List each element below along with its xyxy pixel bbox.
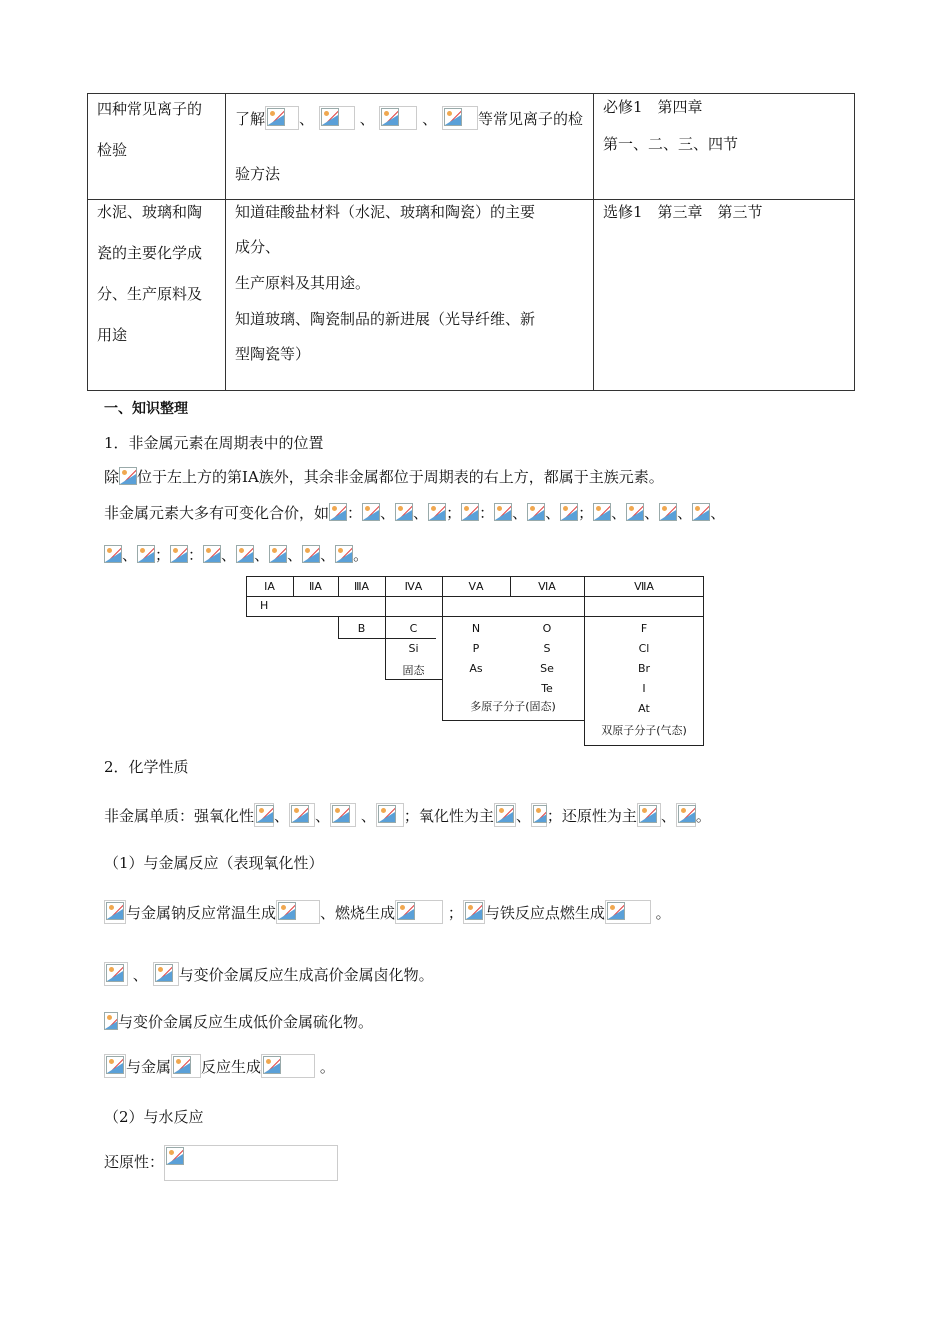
text: 与变价金属反应生成低价金属硫化物。 — [118, 1013, 374, 1031]
pt-element: I — [642, 682, 646, 695]
pt-element: Te — [541, 682, 553, 695]
pt-line — [338, 638, 436, 639]
pt-header: ⅡA — [309, 580, 322, 593]
separator: 、 — [422, 110, 438, 128]
paragraph-sulfur — [104, 1011, 373, 1032]
pt-line — [703, 576, 704, 746]
pt-element: N — [471, 622, 481, 635]
topic-line: 用途 — [97, 326, 128, 344]
text: 与变价金属反应生成高价金属卤化物。 — [178, 966, 434, 984]
broken-image-icon — [155, 964, 173, 982]
image-box — [254, 803, 274, 827]
pt-line — [385, 679, 443, 680]
text: 与金属 — [126, 1058, 172, 1076]
image-box — [171, 1054, 201, 1078]
image-box — [104, 962, 128, 986]
pt-header: ⅢA — [353, 580, 370, 593]
punct: 、 — [515, 807, 531, 825]
text: 非金属单质：强氧化性 — [104, 807, 255, 825]
section-title: 一、知识整理 — [104, 401, 188, 417]
table-cell-reference — [603, 100, 738, 152]
punct: 、 — [122, 546, 138, 564]
broken-image-icon — [465, 902, 483, 920]
punct: 、 — [132, 966, 148, 984]
punct: ； — [578, 504, 594, 522]
pt-element: B — [357, 622, 366, 635]
pt-line — [442, 720, 585, 721]
pt-header: ⅤA — [468, 580, 484, 593]
pt-element: H — [260, 599, 269, 612]
subsection-1: （1）与金属反应（表现氧化性） — [104, 854, 324, 872]
pt-line — [584, 576, 585, 746]
punct: ； — [155, 546, 171, 564]
topic-line: 四种常见离子的 — [97, 100, 203, 118]
broken-image-icon — [278, 902, 296, 920]
answer-box — [395, 900, 443, 924]
punct: 、 — [380, 504, 396, 522]
pt-header: ⅠA — [264, 580, 275, 593]
image-box — [637, 803, 661, 827]
punct: 。 — [695, 807, 711, 825]
broken-image-icon — [291, 805, 309, 823]
ref-line: 第一、二、三、四节 — [603, 135, 739, 153]
text: ；氧化性为主 — [403, 807, 494, 825]
broken-image-icon — [444, 108, 462, 126]
pt-header: ⅣA — [404, 580, 423, 593]
pt-element: F — [640, 622, 648, 635]
text: 非金属元素大多有可变化合价，如 — [104, 504, 330, 522]
broken-image-icon — [170, 545, 188, 563]
broken-image-icon — [267, 108, 285, 126]
broken-image-icon — [678, 805, 696, 823]
broken-image-icon — [236, 545, 254, 563]
req-line: 知道玻璃、陶瓷制品的新进展（光导纤维、新 — [235, 310, 536, 328]
paragraph-valence — [104, 502, 725, 523]
broken-image-icon — [639, 805, 657, 823]
broken-image-icon — [496, 805, 514, 823]
punct: ： — [347, 504, 363, 522]
pt-element: C — [409, 622, 418, 635]
punct: 、 — [512, 504, 528, 522]
punct: 、 — [221, 546, 237, 564]
punct: ； — [447, 904, 463, 922]
broken-image-icon — [362, 503, 380, 521]
punct: ； — [446, 504, 462, 522]
broken-image-icon — [329, 503, 347, 521]
answer-box — [276, 900, 320, 924]
punct: 、 — [287, 546, 303, 564]
image-box — [494, 803, 516, 827]
broken-image-icon — [527, 503, 545, 521]
punct: 。 — [319, 1058, 335, 1076]
table-divider — [88, 199, 854, 200]
separator: 、 — [359, 110, 375, 128]
subsection-heading: 2．化学性质 — [104, 758, 189, 776]
req-text: 了解 — [235, 110, 266, 128]
table-divider — [593, 94, 594, 390]
broken-image-icon — [137, 545, 155, 563]
image-box — [104, 900, 126, 924]
broken-image-icon — [335, 545, 353, 563]
text: 与金属钠反应常温生成 — [126, 904, 277, 922]
punct: 。 — [353, 546, 369, 564]
punct: 、 — [274, 807, 290, 825]
table-cell-topic — [97, 102, 202, 158]
ion-image-box — [265, 106, 299, 130]
punct: 、 — [660, 807, 676, 825]
pt-element: O — [542, 622, 552, 635]
text: 反应生成 — [201, 1058, 262, 1076]
paragraph-metal — [104, 1054, 335, 1078]
broken-image-icon — [428, 503, 446, 521]
broken-image-icon — [461, 503, 479, 521]
image-box — [676, 803, 696, 827]
broken-image-icon — [560, 503, 578, 521]
separator: 、 — [299, 110, 315, 128]
broken-image-icon — [302, 545, 320, 563]
broken-image-icon — [533, 805, 547, 823]
broken-image-icon — [607, 902, 625, 920]
broken-image-icon — [104, 545, 122, 563]
pt-element: P — [472, 642, 480, 655]
broken-image-icon — [104, 1012, 118, 1030]
punct: 、 — [644, 504, 660, 522]
broken-image-icon — [106, 1056, 124, 1074]
pt-element: Se — [540, 662, 554, 675]
broken-image-icon — [203, 545, 221, 563]
table-cell-requirement — [235, 205, 535, 362]
req-text: 等常见离子的检 — [477, 110, 583, 128]
topic-line: 水泥、玻璃和陶 — [97, 203, 203, 221]
image-box — [289, 803, 315, 827]
req-line: 生产原料及其用途。 — [235, 274, 371, 292]
paragraph-reducing — [104, 1145, 338, 1181]
broken-image-icon — [397, 902, 415, 920]
pt-note: 固态 — [402, 664, 425, 677]
broken-image-icon — [106, 964, 124, 982]
pt-element: Cl — [638, 642, 650, 655]
paragraph-valence-cont — [104, 544, 368, 565]
paragraph-halogen — [104, 962, 434, 986]
req-line: 型陶瓷等） — [235, 345, 311, 363]
req-line: 知道硅酸盐材料（水泥、玻璃和陶瓷）的主要 — [235, 203, 536, 221]
ion-image-box — [379, 106, 417, 130]
broken-image-icon — [381, 108, 399, 126]
image-box — [330, 803, 356, 827]
punct: 、 — [320, 546, 336, 564]
pt-line — [584, 745, 704, 746]
paragraph-sodium-iron — [104, 900, 671, 924]
broken-image-icon — [269, 545, 287, 563]
pt-element: Si — [408, 642, 419, 655]
pt-line — [246, 616, 704, 617]
punct: 、 — [254, 546, 270, 564]
punct: 。 — [655, 904, 671, 922]
ion-image-box — [442, 106, 478, 130]
pt-note: 双原子分子(气态) — [601, 724, 687, 737]
pt-header: ⅥA — [538, 580, 556, 593]
text: 、燃烧生成 — [320, 904, 396, 922]
text: 与铁反应点燃生成 — [484, 904, 605, 922]
table-cell-requirement — [235, 106, 583, 130]
broken-image-icon — [173, 1056, 191, 1074]
text: 位于左上方的第ⅠA族外，其余非金属都位于周期表的右上方，都属于主族元素。 — [137, 468, 664, 486]
image-box — [376, 803, 404, 827]
subsection-heading: 1．非金属元素在周期表中的位置 — [104, 434, 324, 452]
req-line: 成分、 — [235, 238, 281, 256]
pt-line — [246, 576, 704, 577]
image-box — [531, 803, 547, 827]
broken-image-icon — [659, 503, 677, 521]
broken-image-icon — [256, 805, 274, 823]
image-box — [153, 962, 179, 986]
punct: ： — [188, 546, 204, 564]
ion-image-box — [319, 106, 355, 130]
broken-image-icon — [626, 503, 644, 521]
broken-image-icon — [378, 805, 396, 823]
pt-element: As — [469, 662, 483, 675]
answer-box — [261, 1054, 315, 1078]
broken-image-icon — [119, 467, 137, 485]
ref-line: 选修1 第三章 第三节 — [603, 203, 763, 221]
ref-line: 必修1 第四章 — [603, 98, 703, 116]
image-box — [463, 900, 485, 924]
broken-image-icon — [692, 503, 710, 521]
broken-image-icon — [321, 108, 339, 126]
table-cell-topic — [97, 205, 202, 343]
broken-image-icon — [166, 1147, 184, 1165]
req-text: 验方法 — [235, 165, 281, 183]
broken-image-icon — [395, 503, 413, 521]
pt-note: 多原子分子(固态) — [470, 700, 556, 713]
pt-element: At — [638, 702, 650, 715]
pt-line — [246, 596, 704, 597]
text: 还原性： — [104, 1153, 165, 1171]
broken-image-icon — [593, 503, 611, 521]
answer-box — [605, 900, 651, 924]
periodic-table-figure — [246, 576, 704, 746]
text: ；还原性为主 — [546, 807, 637, 825]
punct: 、 — [710, 504, 726, 522]
topic-line: 瓷的主要化学成 — [97, 244, 203, 262]
image-box — [104, 1054, 126, 1078]
pt-element: S — [543, 642, 551, 655]
broken-image-icon — [106, 902, 124, 920]
punct: 、 — [545, 504, 561, 522]
punct: 、 — [611, 504, 627, 522]
punct: 、 — [360, 807, 376, 825]
paragraph-properties — [104, 803, 711, 827]
answer-box — [164, 1145, 338, 1181]
punct: 、 — [677, 504, 693, 522]
table-divider — [225, 94, 226, 390]
broken-image-icon — [494, 503, 512, 521]
topic-line: 检验 — [97, 141, 128, 159]
text: 除 — [104, 468, 120, 486]
course-requirements-table — [87, 93, 855, 391]
broken-image-icon — [332, 805, 350, 823]
pt-header: ⅦA — [634, 580, 654, 593]
pt-element: Br — [637, 662, 651, 675]
topic-line: 分、生产原料及 — [97, 285, 203, 303]
subsection-2: （2）与水反应 — [104, 1108, 204, 1126]
broken-image-icon — [263, 1056, 281, 1074]
punct: 、 — [315, 807, 331, 825]
paragraph-position — [104, 466, 664, 487]
punct: ： — [479, 504, 495, 522]
punct: 、 — [413, 504, 429, 522]
